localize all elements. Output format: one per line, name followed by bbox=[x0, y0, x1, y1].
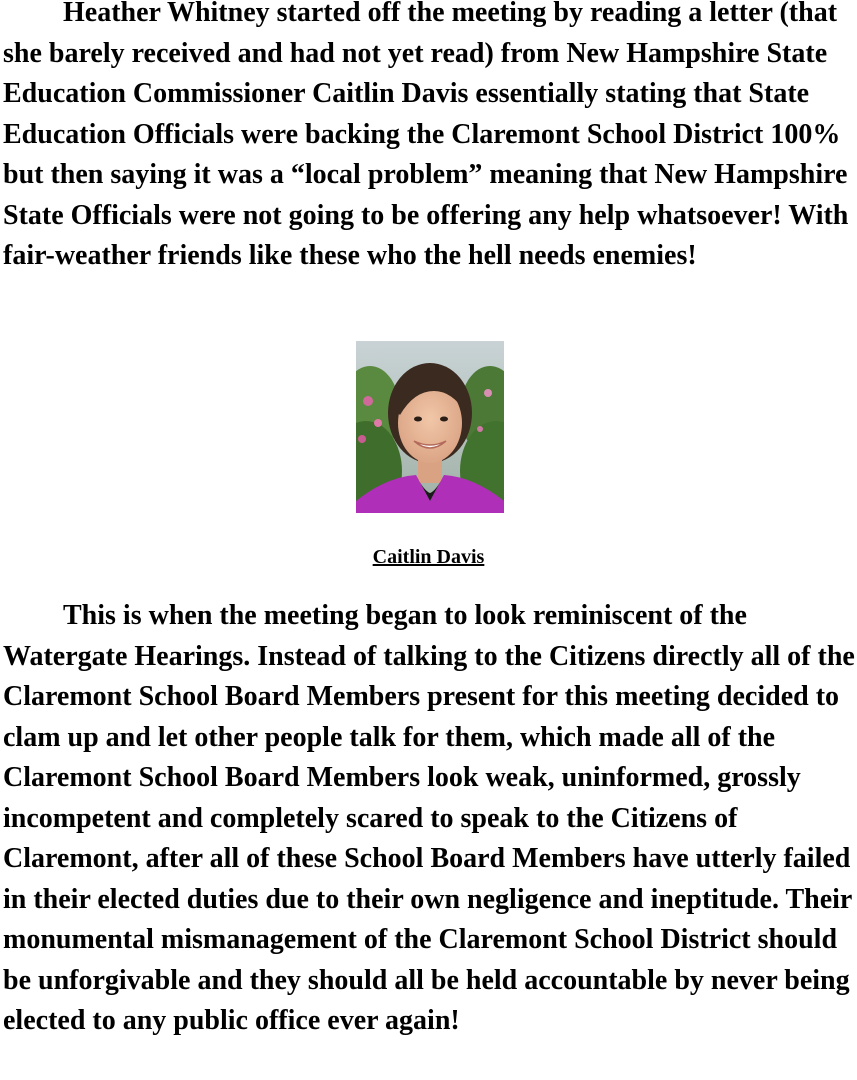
photo-caption: Caitlin Davis bbox=[372, 546, 485, 568]
paragraph-watergate-hearings: This is when the meeting began to look reminiscent of the Watergate Hearings. Instead of talking to the Citizens directly all of the Claremont School Board Members present for this meeting decided to clam up and let other people talk for them, which made all of the Claremont School Board Members look weak, uninformed, grossly incompetent and completely scared to speak to the Citizens of Claremont, after all of these School Board Members have utterly failed in their elected duties due to their own negligence and ineptitude. Their monumental mismanagement of the Claremont School District should be unforgivable and they should all be held accountable by never being elected to any public office ever again! bbox=[3, 600, 855, 1036]
caitlin-davis-photo bbox=[356, 341, 504, 513]
paragraph-letter-from-commissioner: Heather Whitney started off the meeting by reading a letter (that she barely received and had not yet read) from New Hampshire State Education Commissioner Caitlin Davis essentially stating that State Education Officials were backing the Claremont School District 100% but then saying it was a “local problem” meaning that New Hampshire State Officials were not going to be offering any help whatsoever! With fair-weather friends like these who the hell needs enemies! bbox=[3, 0, 849, 271]
